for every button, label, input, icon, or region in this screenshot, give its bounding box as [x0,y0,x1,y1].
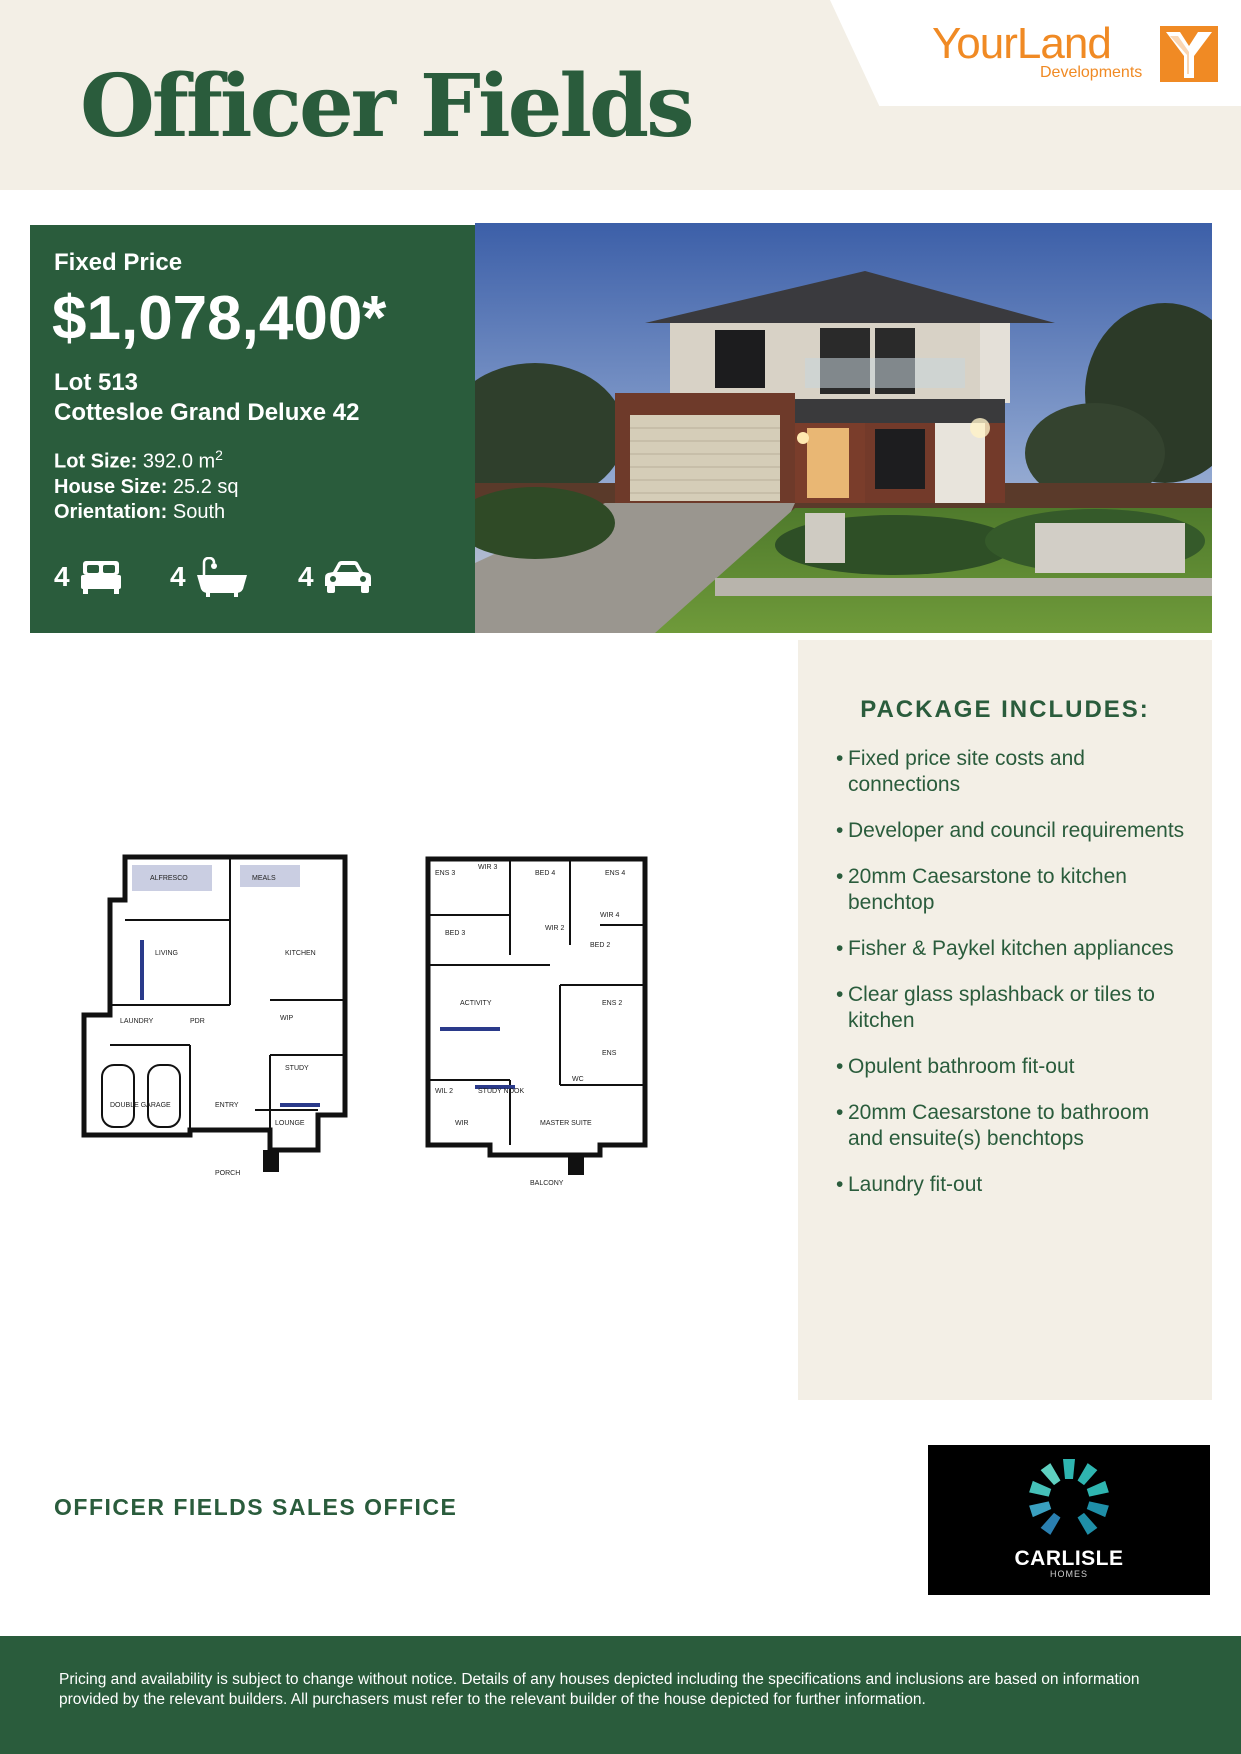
orientation-value: South [172,500,226,523]
list-item: • Fisher & Paykel kitchen appliances [836,936,1186,962]
svg-text:ENS 3: ENS 3 [435,870,456,877]
svg-text:ENS 2: ENS 2 [602,1000,623,1007]
svg-text:ENTRY: ENTRY [215,1102,239,1109]
house-size-value: 25.2 sq [172,475,239,498]
svg-text:LIVING: LIVING [155,950,178,957]
list-item: • Clear glass splashback or tiles to kitchen [836,982,1186,1034]
house-size-row [54,475,239,500]
fixed-price-label: Fixed Price [54,249,183,276]
house-facade-photo [475,223,1212,633]
builder-name: CARLISLE [1014,1547,1124,1570]
list-item: • 20mm Caesarstone to bathroom and ensuite(s) benchtops [836,1100,1186,1152]
svg-text:WIR 4: WIR 4 [600,912,620,919]
sales-office-heading: OFFICER FIELDS SALES OFFICE [54,1494,458,1520]
svg-text:LAUNDRY: LAUNDRY [120,1018,154,1025]
svg-text:BED 3: BED 3 [445,930,466,937]
car-count [298,555,372,599]
svg-text:WIR 3: WIR 3 [478,864,498,871]
bedroom-number: 4 [54,561,70,592]
svg-text:WIP: WIP [280,1015,294,1022]
svg-text:PDR: PDR [190,1018,205,1025]
svg-text:MEALS: MEALS [252,875,276,882]
svg-text:WIR 2: WIR 2 [545,925,565,932]
svg-text:ALFRESCO: ALFRESCO [150,875,188,882]
bedroom-count [54,555,122,599]
page-title: Officer Fields [80,56,692,157]
disclaimer: Pricing and availability is subject to change without notice. Details of any houses depicted including the specifications and inclusions are based on information provided by the relevant builders. All purchasers must refer to the relevant builder of the house depicted for further information. [59,1671,1140,1708]
lot-size-unit: 2 [215,447,223,463]
car-number: 4 [298,561,314,592]
orientation-label: Orientation: [54,500,168,523]
orientation-row [54,500,239,525]
svg-text:PORCH: PORCH [215,1170,241,1177]
carlisle-wheel-icon [928,1445,1210,1545]
carlisle-homes-logo[interactable] [928,1445,1210,1595]
svg-text:ENS 4: ENS 4 [605,870,626,877]
list-item: • Fixed price site costs and connections [836,746,1186,798]
package-includes-panel [798,640,1212,1400]
bed-icon [80,559,122,595]
svg-text:WC: WC [572,1076,584,1083]
list-item: • Developer and council requirements [836,818,1186,844]
svg-text:ENS: ENS [602,1050,617,1057]
price-card [30,225,476,633]
yourland-logo[interactable] [932,19,1222,86]
package-list [836,746,1186,1218]
package-title: PACKAGE INCLUDES: [860,696,1150,723]
svg-text:MASTER SUITE: MASTER SUITE [540,1120,592,1127]
brand-name: YourLand [932,19,1111,68]
lot-size-label: Lot Size: [54,450,138,473]
spec-list [54,443,239,525]
feature-row [54,555,474,605]
bathroom-number: 4 [170,561,186,592]
svg-text:DOUBLE GARAGE: DOUBLE GARAGE [110,1102,171,1109]
header-band [0,0,1241,190]
list-item: • Laundry fit-out [836,1172,1186,1198]
lot-size-value: 392.0 m [142,450,216,473]
house-design: Cottesloe Grand Deluxe 42 [54,399,360,426]
svg-text:WIR: WIR [455,1120,469,1127]
lot-number: Lot 513 [54,369,139,396]
bathroom-count [170,555,248,599]
svg-text:BED 4: BED 4 [535,870,556,877]
list-item: • 20mm Caesarstone to kitchen benchtop [836,864,1186,916]
svg-text:KITCHEN: KITCHEN [285,950,316,957]
yourland-mark-icon [1160,26,1218,82]
car-icon [324,560,372,594]
svg-text:ACTIVITY: ACTIVITY [460,1000,492,1007]
footer [0,1636,1241,1754]
brand-subtitle: Developments [1040,64,1143,81]
floor-plan [80,845,670,1255]
house-size-label: House Size: [54,475,168,498]
bath-icon [196,557,248,597]
price: $1,078,400* [52,284,387,353]
svg-text:BALCONY: BALCONY [530,1180,564,1187]
svg-text:STUDY NOOK: STUDY NOOK [478,1088,525,1095]
builder-subtitle: HOMES [1049,1569,1088,1579]
svg-text:LOUNGE: LOUNGE [275,1120,305,1127]
list-item: • Opulent bathroom fit-out [836,1054,1186,1080]
lot-size-row [54,443,239,475]
svg-text:STUDY: STUDY [285,1065,309,1072]
svg-text:WIL 2: WIL 2 [435,1088,454,1095]
svg-text:BED 2: BED 2 [590,942,611,949]
